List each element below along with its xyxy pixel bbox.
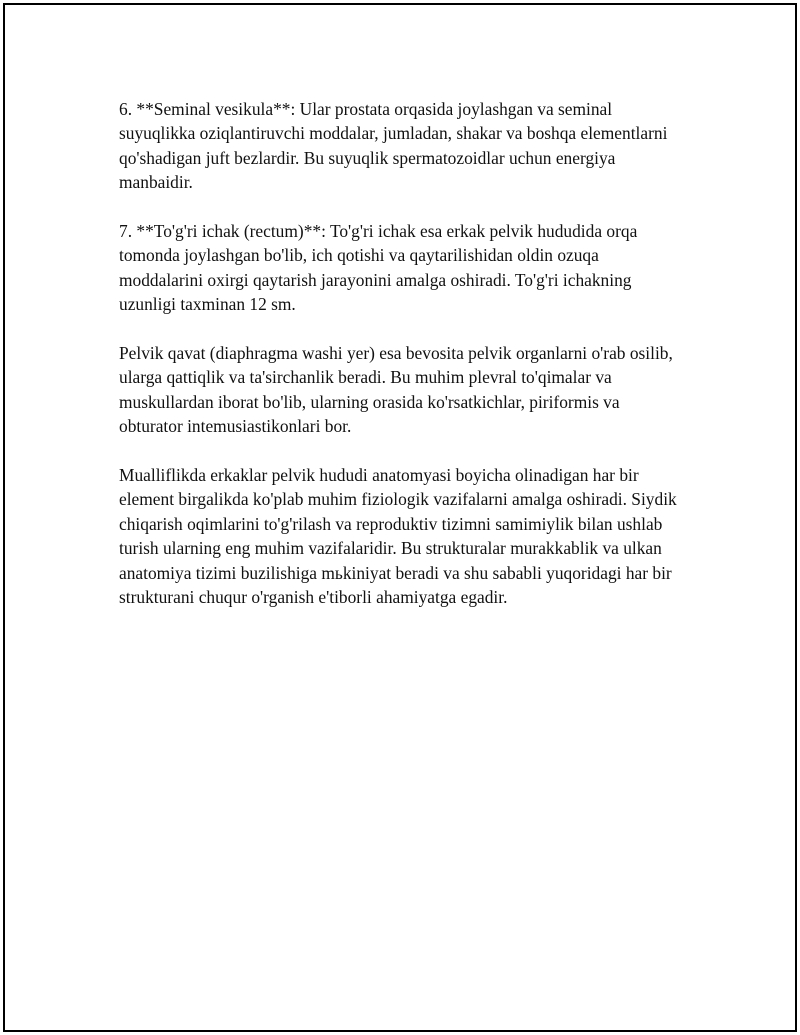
document-page [3, 3, 797, 1032]
paragraph-rectum: 7. **To'g'ri ichak (rectum)**: To'g'ri ichak esa erkak pelvik hududida orqa tomonda joylashgan bo'lib, ich qotishi va qaytarilishidan oldin ozuqa moddalarini oxirgi qaytarish jarayonini amalga oshiradi. To'g'ri ichakning uzunligi taxminan 12 sm. [119, 221, 638, 315]
document-body [119, 97, 684, 634]
paragraph-pelvic-floor: Pelvik qavat (diaphragma washi yer) esa bevosita pelvik organlarni o'rab osilib, ularga qattiqlik va ta'sirchanlik beradi. Bu muhim plevral to'qimalar va muskullardan iborat bo'lib, ularning orasida ko'rsatkichlar, piriformis va obturator intemusiastikonlari bor. [119, 343, 673, 437]
paragraph-seminal-vesicles: 6. **Seminal vesikula**: Ular prostata orqasida joylashgan va seminal suyuqlikka oziqlantiruvchi moddalar, jumladan, shakar va boshqa elementlarni qo'shadigan juft bezlardir. Bu suyuqlik spermatozoidlar uchun energiya manbaidir. [119, 99, 668, 193]
paragraph-conclusion: Mualliflikda erkaklar pelvik hududi anatomyasi boyicha olinadigan har bir element birgalikda ko'plab muhim fiziologik vazifalarni amalga oshiradi. Siydik chiqarish oqimlarini to'g'rilash va reproduktiv tizimni samimiylik bilan ushlab turish ularning eng muhim vazifalaridir. Bu strukturalar murakkablik va ulkan anatomiya tizimi buzilishiga mьkiniyat beradi va shu sababli yuqoridagi har bir strukturani chuqur o'rganish e'tiborli ahamiyatga egadir. [119, 465, 677, 608]
